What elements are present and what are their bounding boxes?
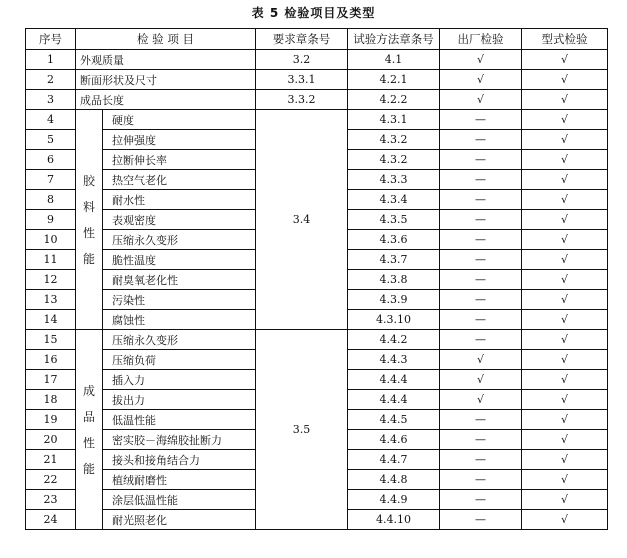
row-number: 19 [26,410,76,430]
type-inspection-mark: √ [522,250,608,270]
inspection-item: 耐光照老化 [103,510,256,530]
factory-inspection-mark: — [440,230,522,250]
type-inspection-mark: √ [522,90,608,110]
inspection-item: 涂层低温性能 [103,490,256,510]
header-type: 型式检验 [522,29,608,50]
test-method-clause: 4.4.2 [348,330,440,350]
type-inspection-mark: √ [522,450,608,470]
row-number: 4 [26,110,76,130]
factory-inspection-mark: — [440,130,522,150]
type-inspection-mark: √ [522,490,608,510]
header-row [26,29,608,50]
row-number: 9 [26,210,76,230]
requirement-clause: 3.2 [256,50,348,70]
test-method-clause: 4.3.1 [348,110,440,130]
test-method-clause: 4.3.7 [348,250,440,270]
row-number: 5 [26,130,76,150]
test-method-clause: 4.1 [348,50,440,70]
inspection-item: 压缩负荷 [103,350,256,370]
factory-inspection-mark: — [440,330,522,350]
test-method-clause: 4.4.4 [348,370,440,390]
inspection-item: 密实胶－海绵胶扯断力 [103,430,256,450]
type-inspection-mark: √ [522,270,608,290]
factory-inspection-mark: — [440,470,522,490]
type-inspection-mark: √ [522,170,608,190]
type-inspection-mark: √ [522,230,608,250]
test-method-clause: 4.4.4 [348,390,440,410]
inspection-table [25,28,608,530]
type-inspection-mark: √ [522,330,608,350]
group-label-product [76,330,103,530]
group-label-text: 胶料性能 [82,173,95,266]
inspection-item: 热空气老化 [103,170,256,190]
requirement-clause: 3.4 [256,110,348,330]
inspection-item: 植绒耐磨性 [103,470,256,490]
type-inspection-mark: √ [522,410,608,430]
inspection-item: 拉断伸长率 [103,150,256,170]
factory-inspection-mark: — [440,150,522,170]
header-seq: 序号 [26,29,76,50]
factory-inspection-mark: — [440,490,522,510]
type-inspection-mark: √ [522,390,608,410]
requirement-clause: 3.3.1 [256,70,348,90]
test-method-clause: 4.3.8 [348,270,440,290]
row-number: 23 [26,490,76,510]
inspection-item: 硬度 [103,110,256,130]
test-method-clause: 4.2.1 [348,70,440,90]
table-title: 表 5 检验项目及类型 [251,6,376,20]
inspection-item: 接头和接角结合力 [103,450,256,470]
table-row [26,90,608,110]
type-inspection-mark: √ [522,510,608,530]
test-method-clause: 4.4.3 [348,350,440,370]
inspection-item: 压缩永久变形 [103,230,256,250]
type-inspection-mark: √ [522,430,608,450]
group-label-rubber [76,110,103,330]
factory-inspection-mark: √ [440,50,522,70]
test-method-clause: 4.4.9 [348,490,440,510]
row-number: 10 [26,230,76,250]
inspection-item: 耐水性 [103,190,256,210]
row-number: 1 [26,50,76,70]
table-row [26,110,608,130]
row-number: 17 [26,370,76,390]
table-row [26,330,608,350]
test-method-clause: 4.3.6 [348,230,440,250]
inspection-item: 拔出力 [103,390,256,410]
inspection-item: 外观质量 [76,50,256,70]
row-number: 16 [26,350,76,370]
type-inspection-mark: √ [522,310,608,330]
inspection-item: 压缩永久变形 [103,330,256,350]
row-number: 13 [26,290,76,310]
test-method-clause: 4.4.7 [348,450,440,470]
test-method-clause: 4.4.5 [348,410,440,430]
type-inspection-mark: √ [522,370,608,390]
inspection-item: 表观密度 [103,210,256,230]
row-number: 18 [26,390,76,410]
row-number: 21 [26,450,76,470]
row-number: 14 [26,310,76,330]
test-method-clause: 4.3.9 [348,290,440,310]
factory-inspection-mark: — [440,430,522,450]
factory-inspection-mark: — [440,450,522,470]
inspection-item: 低温性能 [103,410,256,430]
row-number: 20 [26,430,76,450]
row-number: 2 [26,70,76,90]
type-inspection-mark: √ [522,350,608,370]
table-row [26,70,608,90]
inspection-item: 脆性温度 [103,250,256,270]
header-item: 检 验 项 目 [76,29,256,50]
test-method-clause: 4.3.5 [348,210,440,230]
inspection-item: 断面形状及尺寸 [76,70,256,90]
requirement-clause: 3.3.2 [256,90,348,110]
test-method-clause: 4.4.10 [348,510,440,530]
header-req: 要求章条号 [256,29,348,50]
header-method: 试验方法章条号 [348,29,440,50]
row-number: 7 [26,170,76,190]
inspection-item: 腐蚀性 [103,310,256,330]
factory-inspection-mark: — [440,410,522,430]
inspection-item: 成品长度 [76,90,256,110]
factory-inspection-mark: — [440,250,522,270]
type-inspection-mark: √ [522,110,608,130]
row-number: 12 [26,270,76,290]
factory-inspection-mark: — [440,510,522,530]
factory-inspection-mark: √ [440,350,522,370]
test-method-clause: 4.4.8 [348,470,440,490]
type-inspection-mark: √ [522,290,608,310]
test-method-clause: 4.3.2 [348,150,440,170]
type-inspection-mark: √ [522,70,608,90]
table-row [26,50,608,70]
test-method-clause: 4.3.10 [348,310,440,330]
factory-inspection-mark: — [440,110,522,130]
factory-inspection-mark: √ [440,370,522,390]
type-inspection-mark: √ [522,470,608,490]
factory-inspection-mark: √ [440,70,522,90]
requirement-clause: 3.5 [256,330,348,530]
factory-inspection-mark: √ [440,390,522,410]
type-inspection-mark: √ [522,150,608,170]
test-method-clause: 4.3.3 [348,170,440,190]
table-body [26,50,608,530]
factory-inspection-mark: — [440,210,522,230]
inspection-item: 插入力 [103,370,256,390]
test-method-clause: 4.2.2 [348,90,440,110]
inspection-item: 拉伸强度 [103,130,256,150]
type-inspection-mark: √ [522,130,608,150]
row-number: 3 [26,90,76,110]
test-method-clause: 4.3.4 [348,190,440,210]
test-method-clause: 4.4.6 [348,430,440,450]
row-number: 15 [26,330,76,350]
row-number: 24 [26,510,76,530]
type-inspection-mark: √ [522,190,608,210]
inspection-item: 污染性 [103,290,256,310]
type-inspection-mark: √ [522,210,608,230]
row-number: 6 [26,150,76,170]
factory-inspection-mark: — [440,290,522,310]
group-label-text: 成品性能 [82,383,95,476]
factory-inspection-mark: — [440,170,522,190]
factory-inspection-mark: — [440,270,522,290]
row-number: 11 [26,250,76,270]
factory-inspection-mark: — [440,190,522,210]
row-number: 8 [26,190,76,210]
test-method-clause: 4.3.2 [348,130,440,150]
factory-inspection-mark: — [440,310,522,330]
header-factory: 出厂检验 [440,29,522,50]
inspection-item: 耐臭氧老化性 [103,270,256,290]
type-inspection-mark: √ [522,50,608,70]
row-number: 22 [26,470,76,490]
factory-inspection-mark: √ [440,90,522,110]
